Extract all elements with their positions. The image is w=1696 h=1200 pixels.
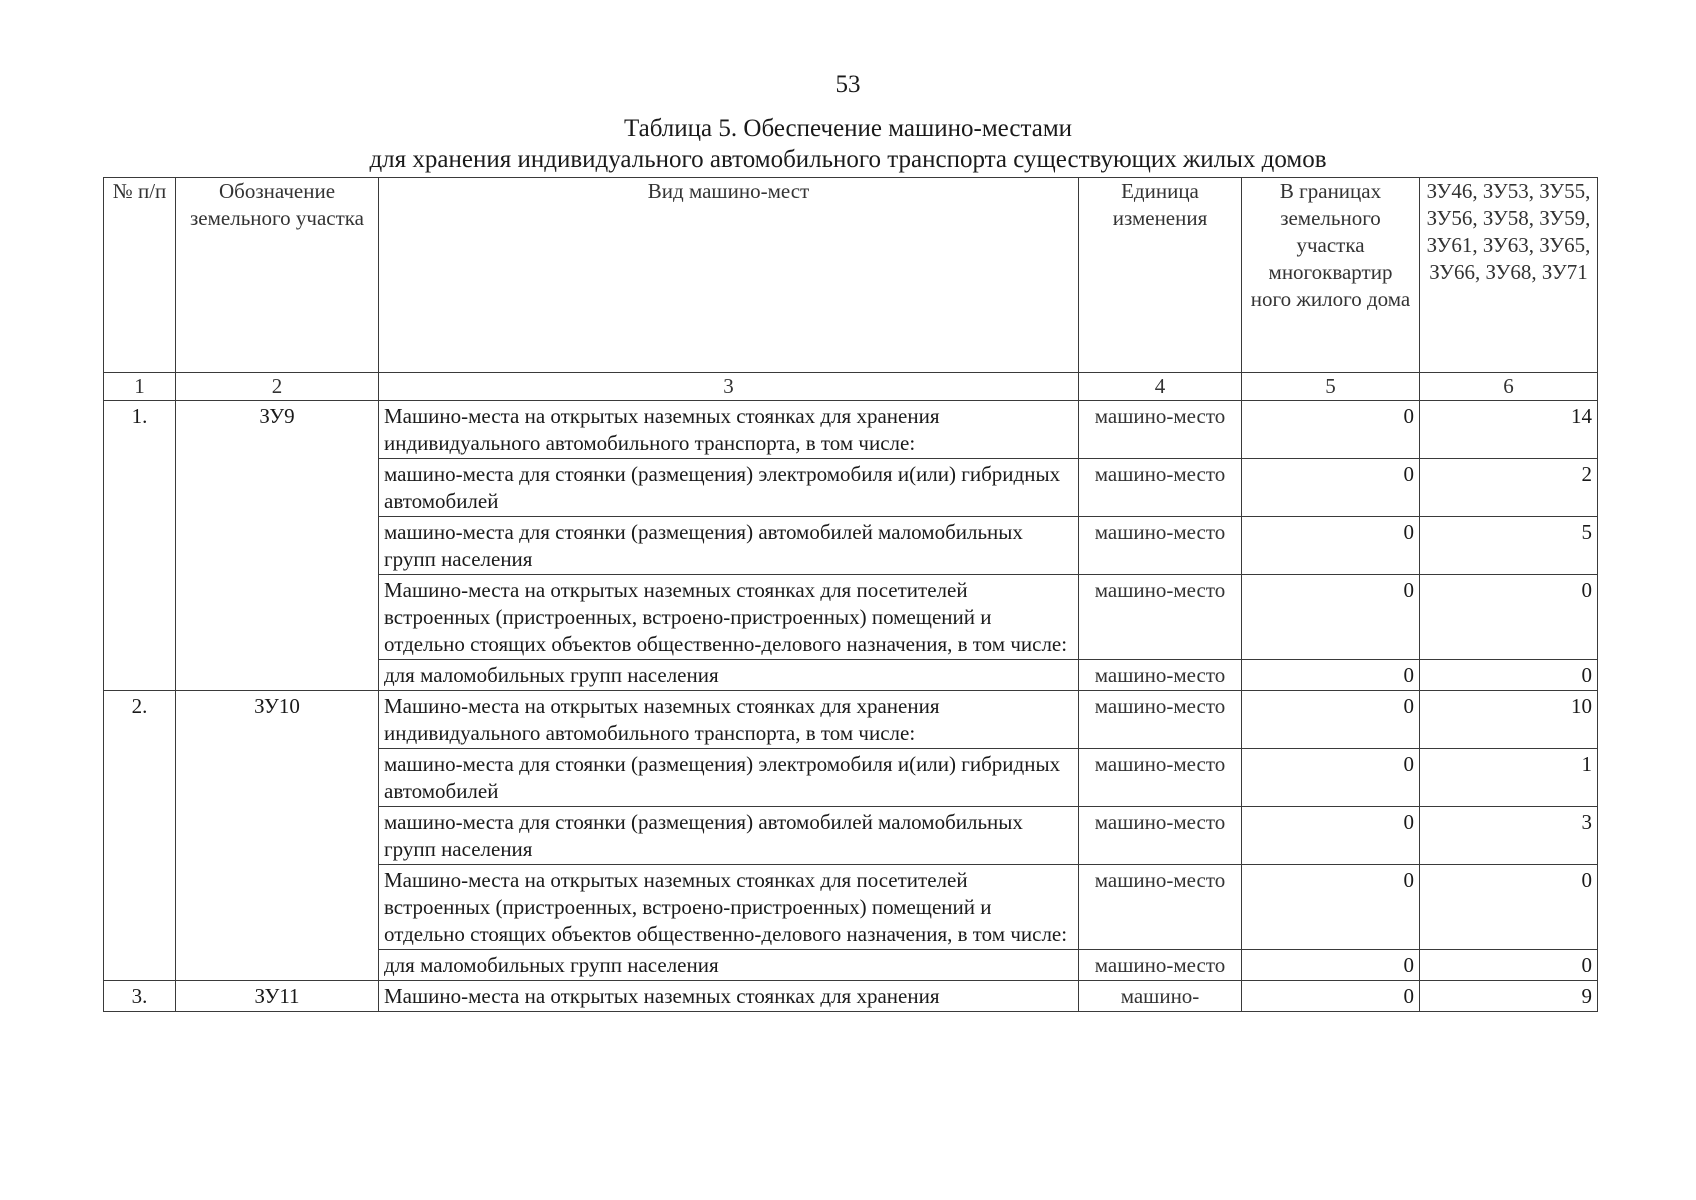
column-number: 5 xyxy=(1242,373,1420,401)
plots-value: 0 xyxy=(1420,950,1598,981)
in-bounds-value: 0 xyxy=(1242,691,1420,749)
plot-designation: ЗУ9 xyxy=(176,401,379,691)
parking-table xyxy=(103,177,1598,1012)
parking-type: машино-места для стоянки (размещения) автомобилей маломобильных групп населения xyxy=(379,807,1079,865)
header-plot: Обозначение земельного участка xyxy=(176,178,379,373)
unit: машино-место xyxy=(1079,749,1242,807)
plots-value: 9 xyxy=(1420,981,1598,1012)
column-number-row xyxy=(104,373,1598,401)
column-number: 6 xyxy=(1420,373,1598,401)
parking-type: Машино-места на открытых наземных стоянках для хранения xyxy=(379,981,1079,1012)
table-row xyxy=(104,691,1598,749)
table-row xyxy=(104,981,1598,1012)
plots-value: 0 xyxy=(1420,865,1598,950)
plots-value: 0 xyxy=(1420,575,1598,660)
unit: машино-место xyxy=(1079,950,1242,981)
in-bounds-value: 0 xyxy=(1242,749,1420,807)
column-number: 3 xyxy=(379,373,1079,401)
plot-designation: ЗУ11 xyxy=(176,981,379,1012)
unit: машино- xyxy=(1079,981,1242,1012)
unit: машино-место xyxy=(1079,660,1242,691)
unit: машино-место xyxy=(1079,401,1242,459)
plots-value: 1 xyxy=(1420,749,1598,807)
plots-value: 3 xyxy=(1420,807,1598,865)
in-bounds-value: 0 xyxy=(1242,401,1420,459)
column-number: 4 xyxy=(1079,373,1242,401)
header-plots-list: ЗУ46, ЗУ53, ЗУ55, ЗУ56, ЗУ58, ЗУ59, ЗУ61, ЗУ63, ЗУ65, ЗУ66, ЗУ68, ЗУ71 xyxy=(1420,178,1598,373)
parking-type: для маломобильных групп населения xyxy=(379,950,1079,981)
in-bounds-value: 0 xyxy=(1242,865,1420,950)
row-number: 3. xyxy=(104,981,176,1012)
unit: машино-место xyxy=(1079,575,1242,660)
row-number: 1. xyxy=(104,401,176,691)
parking-type: машино-места для стоянки (размещения) электромобиля и(или) гибридных автомобилей xyxy=(379,749,1079,807)
table-body xyxy=(104,401,1598,1012)
table-row xyxy=(104,401,1598,459)
plots-value: 10 xyxy=(1420,691,1598,749)
header-type: Вид машино-мест xyxy=(379,178,1079,373)
in-bounds-value: 0 xyxy=(1242,981,1420,1012)
plots-value: 2 xyxy=(1420,459,1598,517)
parking-type: Машино-места на открытых наземных стоянках для посетителей встроенных (пристроенных, встроено-пристроенных) помещений и отдельно стоящих объектов общественно-делового назначения, в том числе: xyxy=(379,865,1079,950)
table-subtitle: для хранения индивидуального автомобильного транспорта существующих жилых домов xyxy=(369,146,1327,173)
in-bounds-value: 0 xyxy=(1242,660,1420,691)
unit: машино-место xyxy=(1079,517,1242,575)
parking-type: машино-места для стоянки (размещения) автомобилей маломобильных групп населения xyxy=(379,517,1079,575)
in-bounds-value: 0 xyxy=(1242,807,1420,865)
unit: машино-место xyxy=(1079,865,1242,950)
table-header-row xyxy=(104,178,1598,373)
page-number: 53 xyxy=(835,71,861,98)
parking-type: Машино-места на открытых наземных стоянках для хранения индивидуального автомобильного транспорта, в том числе: xyxy=(379,691,1079,749)
plots-value: 5 xyxy=(1420,517,1598,575)
header-number: № п/п xyxy=(104,178,176,373)
unit: машино-место xyxy=(1079,691,1242,749)
parking-type: Машино-места на открытых наземных стоянках для хранения индивидуального автомобильного транспорта, в том числе: xyxy=(379,401,1079,459)
in-bounds-value: 0 xyxy=(1242,459,1420,517)
plot-designation: ЗУ10 xyxy=(176,691,379,981)
parking-type: машино-места для стоянки (размещения) электромобиля и(или) гибридных автомобилей xyxy=(379,459,1079,517)
unit: машино-место xyxy=(1079,459,1242,517)
column-number: 1 xyxy=(104,373,176,401)
in-bounds-value: 0 xyxy=(1242,517,1420,575)
table-title: Таблица 5. Обеспечение машино-местами xyxy=(623,115,1073,142)
parking-type: Машино-места на открытых наземных стоянках для посетителей встроенных (пристроенных, встроено-пристроенных) помещений и отдельно стоящих объектов общественно-делового назначения, в том числе: xyxy=(379,575,1079,660)
plots-value: 0 xyxy=(1420,660,1598,691)
unit: машино-место xyxy=(1079,807,1242,865)
parking-type: для маломобильных групп населения xyxy=(379,660,1079,691)
in-bounds-value: 0 xyxy=(1242,950,1420,981)
column-number: 2 xyxy=(176,373,379,401)
in-bounds-value: 0 xyxy=(1242,575,1420,660)
plots-value: 14 xyxy=(1420,401,1598,459)
header-in-bounds: В границах земельного участка многоквартир ного жилого дома xyxy=(1242,178,1420,373)
header-unit: Единица изменения xyxy=(1079,178,1242,373)
row-number: 2. xyxy=(104,691,176,981)
